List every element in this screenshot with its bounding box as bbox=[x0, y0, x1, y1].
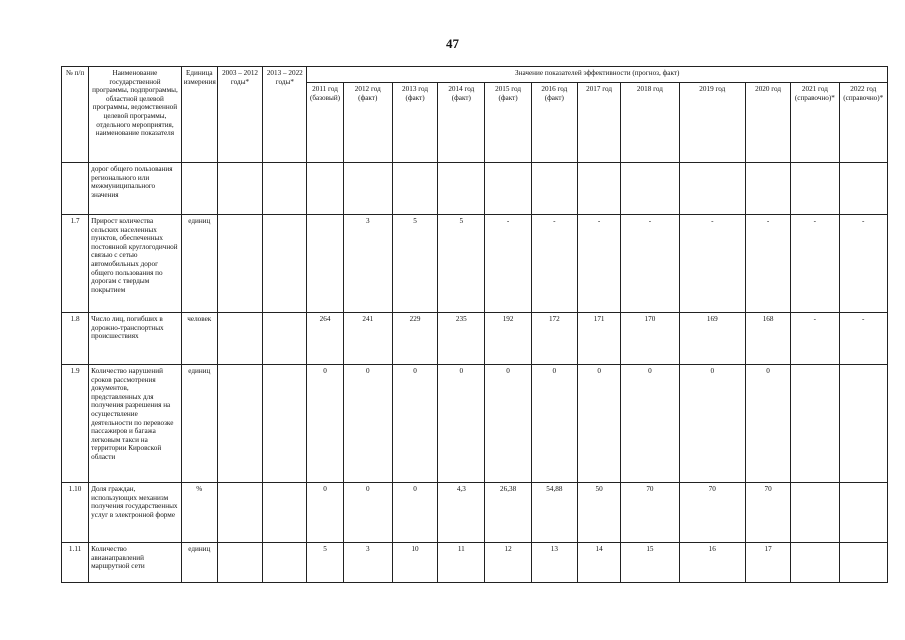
row-unit: единиц bbox=[181, 543, 217, 583]
row-value: 13 bbox=[531, 543, 577, 583]
row-value: 0 bbox=[531, 365, 577, 483]
row-period-1 bbox=[217, 483, 262, 543]
row-value: 0 bbox=[343, 365, 392, 483]
row-value bbox=[791, 483, 839, 543]
row-value: - bbox=[621, 215, 679, 313]
header-year: 2013 год (факт) bbox=[392, 83, 437, 163]
header-year: 2012 год (факт) bbox=[343, 83, 392, 163]
row-value: 70 bbox=[745, 483, 790, 543]
table-row bbox=[62, 163, 888, 215]
row-value: 171 bbox=[577, 313, 620, 365]
row-value: 0 bbox=[679, 365, 745, 483]
row-value: 0 bbox=[621, 365, 679, 483]
row-value: - bbox=[745, 215, 790, 313]
row-value: 26,38 bbox=[485, 483, 531, 543]
row-value: - bbox=[839, 313, 887, 365]
row-value bbox=[839, 365, 887, 483]
row-period-2 bbox=[263, 365, 307, 483]
row-period-1 bbox=[217, 313, 262, 365]
row-value: 0 bbox=[745, 365, 790, 483]
row-value: - bbox=[791, 215, 839, 313]
header-year: 2019 год bbox=[679, 83, 745, 163]
table-row bbox=[62, 215, 888, 313]
row-value: 17 bbox=[745, 543, 790, 583]
row-num: 1.9 bbox=[62, 365, 89, 483]
header-name: Наименование государственной программы, подпрограммы, областной целевой программы, ведомственной целевой программы, отдельного мероприятия, наименование показателя bbox=[89, 67, 182, 163]
row-value: - bbox=[531, 215, 577, 313]
row-value: 5 bbox=[438, 215, 485, 313]
row-value: 172 bbox=[531, 313, 577, 365]
row-value bbox=[839, 163, 887, 215]
row-value: 169 bbox=[679, 313, 745, 365]
row-value bbox=[577, 163, 620, 215]
row-name: Прирост количества сельских населенных пунктов, обеспеченных постоянной круглогодичной связью с сетью автомобильных дорог общего пользования по дорогам с твердым покрытием bbox=[89, 215, 182, 313]
row-value: 16 bbox=[679, 543, 745, 583]
row-unit: человек bbox=[181, 313, 217, 365]
row-value bbox=[791, 365, 839, 483]
row-value bbox=[839, 483, 887, 543]
row-unit: единиц bbox=[181, 215, 217, 313]
indicators-table bbox=[61, 66, 888, 583]
row-value: - bbox=[791, 313, 839, 365]
row-value: - bbox=[577, 215, 620, 313]
row-name: Количество авианаправлений маршрутной сети bbox=[89, 543, 182, 583]
row-value: 15 bbox=[621, 543, 679, 583]
row-value: 264 bbox=[307, 313, 343, 365]
page-number: 47 bbox=[446, 36, 459, 51]
row-value: - bbox=[839, 215, 887, 313]
row-num: 1.10 bbox=[62, 483, 89, 543]
row-value bbox=[791, 163, 839, 215]
row-value: 3 bbox=[343, 215, 392, 313]
row-value: 229 bbox=[392, 313, 437, 365]
row-value bbox=[531, 163, 577, 215]
header-year: 2016 год (факт) bbox=[531, 83, 577, 163]
row-period-2 bbox=[263, 543, 307, 583]
row-value: 3 bbox=[343, 543, 392, 583]
header-year: 2011 год (базовый) bbox=[307, 83, 343, 163]
row-name: Количество нарушений сроков рассмотрения документов, представленных для получения разрешения на осуществление деятельности по перевозке пассажиров и багажа легковым такси на территории Кировской области bbox=[89, 365, 182, 483]
row-value bbox=[307, 163, 343, 215]
row-num: 1.11 bbox=[62, 543, 89, 583]
row-value: 5 bbox=[392, 215, 437, 313]
table-row bbox=[62, 543, 888, 583]
row-value: 14 bbox=[577, 543, 620, 583]
row-value bbox=[621, 163, 679, 215]
table-row bbox=[62, 313, 888, 365]
row-period-2 bbox=[263, 215, 307, 313]
row-value: 70 bbox=[621, 483, 679, 543]
row-value: 0 bbox=[307, 483, 343, 543]
row-value bbox=[745, 163, 790, 215]
header-year: 2014 год (факт) bbox=[438, 83, 485, 163]
row-num: 1.7 bbox=[62, 215, 89, 313]
row-value bbox=[392, 163, 437, 215]
table-row bbox=[62, 483, 888, 543]
row-period-1 bbox=[217, 215, 262, 313]
row-period-1 bbox=[217, 163, 262, 215]
row-num: 1.8 bbox=[62, 313, 89, 365]
row-value: 50 bbox=[577, 483, 620, 543]
row-period-2 bbox=[263, 483, 307, 543]
table-row bbox=[62, 365, 888, 483]
header-period-2013-2022: 2013 – 2022 годы* bbox=[263, 67, 307, 163]
row-value bbox=[307, 215, 343, 313]
header-year: 2018 год bbox=[621, 83, 679, 163]
row-value: 0 bbox=[343, 483, 392, 543]
header-year: 2020 год bbox=[745, 83, 790, 163]
row-name: дорог общего пользования регионального или межмуниципального значения bbox=[89, 163, 182, 215]
row-value bbox=[438, 163, 485, 215]
row-value bbox=[485, 163, 531, 215]
row-value: - bbox=[485, 215, 531, 313]
row-value: 0 bbox=[307, 365, 343, 483]
row-value: 192 bbox=[485, 313, 531, 365]
header-values-title: Значение показателей эффективности (прогноз, факт) bbox=[307, 67, 888, 83]
row-value: 170 bbox=[621, 313, 679, 365]
row-value: 12 bbox=[485, 543, 531, 583]
row-value: 241 bbox=[343, 313, 392, 365]
row-value: 0 bbox=[392, 483, 437, 543]
row-value: 10 bbox=[392, 543, 437, 583]
row-value bbox=[839, 543, 887, 583]
row-value: 0 bbox=[485, 365, 531, 483]
row-value: 11 bbox=[438, 543, 485, 583]
row-value: 0 bbox=[577, 365, 620, 483]
row-value: 70 bbox=[679, 483, 745, 543]
row-name: Число лиц, погибших в дорожно-транспортных происшествиях bbox=[89, 313, 182, 365]
row-value bbox=[679, 163, 745, 215]
row-period-2 bbox=[263, 313, 307, 365]
row-unit bbox=[181, 163, 217, 215]
header-year: 2017 год bbox=[577, 83, 620, 163]
row-value bbox=[343, 163, 392, 215]
row-unit: % bbox=[181, 483, 217, 543]
row-unit: единиц bbox=[181, 365, 217, 483]
row-period-1 bbox=[217, 365, 262, 483]
row-value: 54,88 bbox=[531, 483, 577, 543]
header-year: 2021 год (справочно)* bbox=[791, 83, 839, 163]
row-value: 4,3 bbox=[438, 483, 485, 543]
row-value: 0 bbox=[438, 365, 485, 483]
header-num: № п/п bbox=[62, 67, 89, 163]
row-name: Доля граждан, использующих механизм получения государственных услуг в электронной форме bbox=[89, 483, 182, 543]
header-unit: Единица измерения bbox=[181, 67, 217, 163]
header-period-2003-2012: 2003 – 2012 годы* bbox=[217, 67, 262, 163]
row-period-1 bbox=[217, 543, 262, 583]
row-value: 0 bbox=[392, 365, 437, 483]
row-value: 5 bbox=[307, 543, 343, 583]
row-value: - bbox=[679, 215, 745, 313]
header-year: 2015 год (факт) bbox=[485, 83, 531, 163]
row-num bbox=[62, 163, 89, 215]
row-value: 235 bbox=[438, 313, 485, 365]
row-value: 168 bbox=[745, 313, 790, 365]
header-year: 2022 год (справочно)* bbox=[839, 83, 887, 163]
row-value bbox=[791, 543, 839, 583]
row-period-2 bbox=[263, 163, 307, 215]
